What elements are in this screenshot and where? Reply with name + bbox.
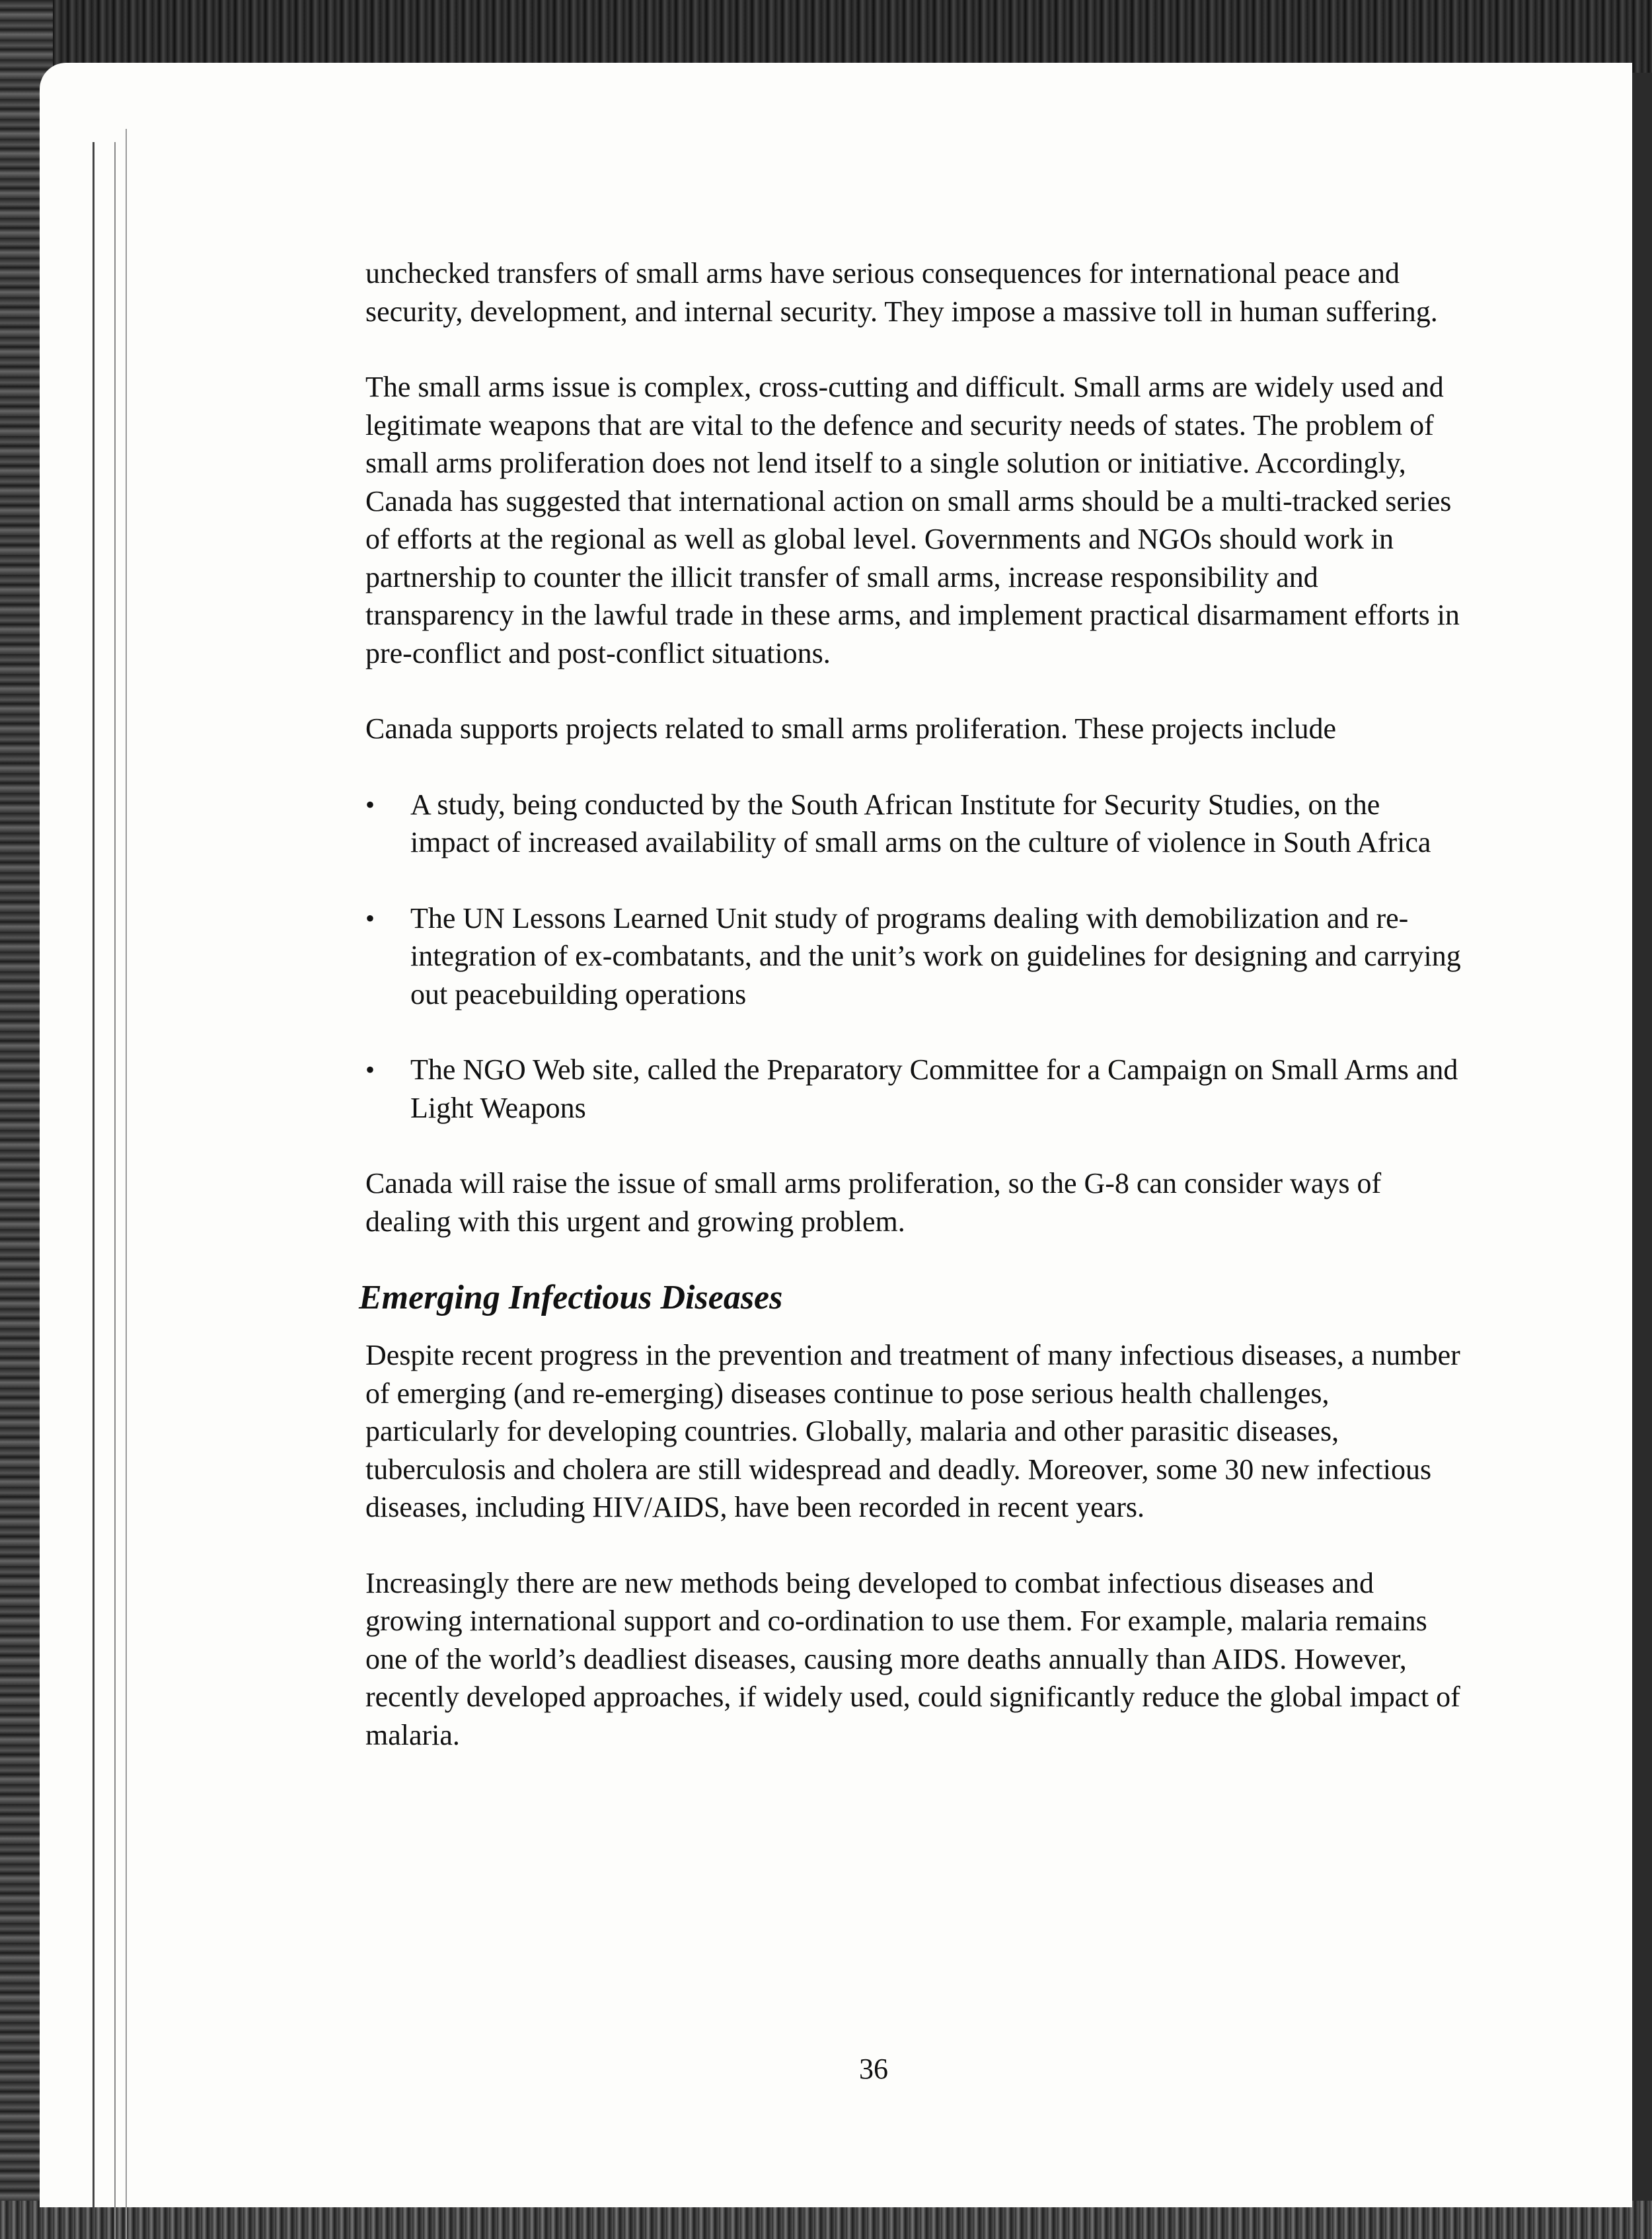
bullet-icon: • (365, 903, 375, 933)
paragraph-g8-consideration: Canada will raise the issue of small arms proliferation, so the G-8 can consider ways of dealing with this urgent and growing problem. (365, 1167, 1382, 1238)
paragraph-small-arms-issue: The small arms issue is complex, cross-cutting and difficult. Small arms are widely used and legitimate weapons that are vital to the defence and security needs of states. The problem of small arms proliferation does not lend itself to a single solution or initiative. Accordingly, Canada has suggested that international action on small arms should be a multi-tracked series of efforts at the regional as well as global level. Governments and NGOs should work in partnership to counter the illicit transfer of small arms, increase responsibility and transparency in the lawful trade in these arms, and implement practical disarmament efforts in pre-conflict and post-conflict situations. (365, 371, 1460, 669)
paragraph-canada-projects: Canada supports projects related to small arms proliferation. These projects include (365, 712, 1337, 745)
paragraph-new-methods: Increasingly there are new methods being developed to combat infectious diseases and growing international support and co-ordination to use them. For example, malaria remains one of the world’s deadliest diseases, causing more deaths annually than AIDS. However, recently developed approaches, if widely used, could significantly reduce the global impact of malaria. (365, 1566, 1460, 1751)
list-item (365, 786, 1462, 862)
bullet-icon: • (365, 789, 375, 819)
list-item-text: A study, being conducted by the South African Institute for Security Studies, on the impact of increased availability of small arms on the culture of violence in South Africa (410, 788, 1431, 858)
page-number: 36 (859, 2053, 888, 2085)
paragraph-small-arms-consequences: unchecked transfers of small arms have serious consequences for international peace and security, development, and internal security. They impose a massive toll in human suffering. (365, 257, 1438, 328)
bullet-icon: • (365, 1055, 375, 1084)
paragraph-disease-progress: Despite recent progress in the prevention and treatment of many infectious diseases, a number of emerging (and re-emerging) diseases continue to pose serious health challenges, particularly for developing countries. Globally, malaria and other parasitic diseases, tuberculosis and cholera are still widespread and deadly. Moreover, some 30 new infectious diseases, including HIV/AIDS, have been recorded in recent years. (365, 1339, 1460, 1523)
list-item (365, 899, 1462, 1014)
scan-border-top (0, 0, 1652, 73)
list-item (365, 1051, 1462, 1127)
page-edge-line (126, 129, 127, 2239)
page-body (359, 254, 1462, 1792)
list-item-text: The UN Lessons Learned Unit study of programs dealing with demobilization and re-integration of ex-combatants, and the unit’s work on guidelines for designing and carrying out peacebuilding operations (410, 901, 1461, 1010)
binding-shadow (93, 142, 116, 2239)
projects-list (365, 786, 1462, 1127)
list-item-text: The NGO Web site, called the Preparatory Committee for a Campaign on Small Arms and Light Weapons (410, 1053, 1458, 1124)
section-heading: Emerging Infectious Diseases (359, 1279, 783, 1316)
